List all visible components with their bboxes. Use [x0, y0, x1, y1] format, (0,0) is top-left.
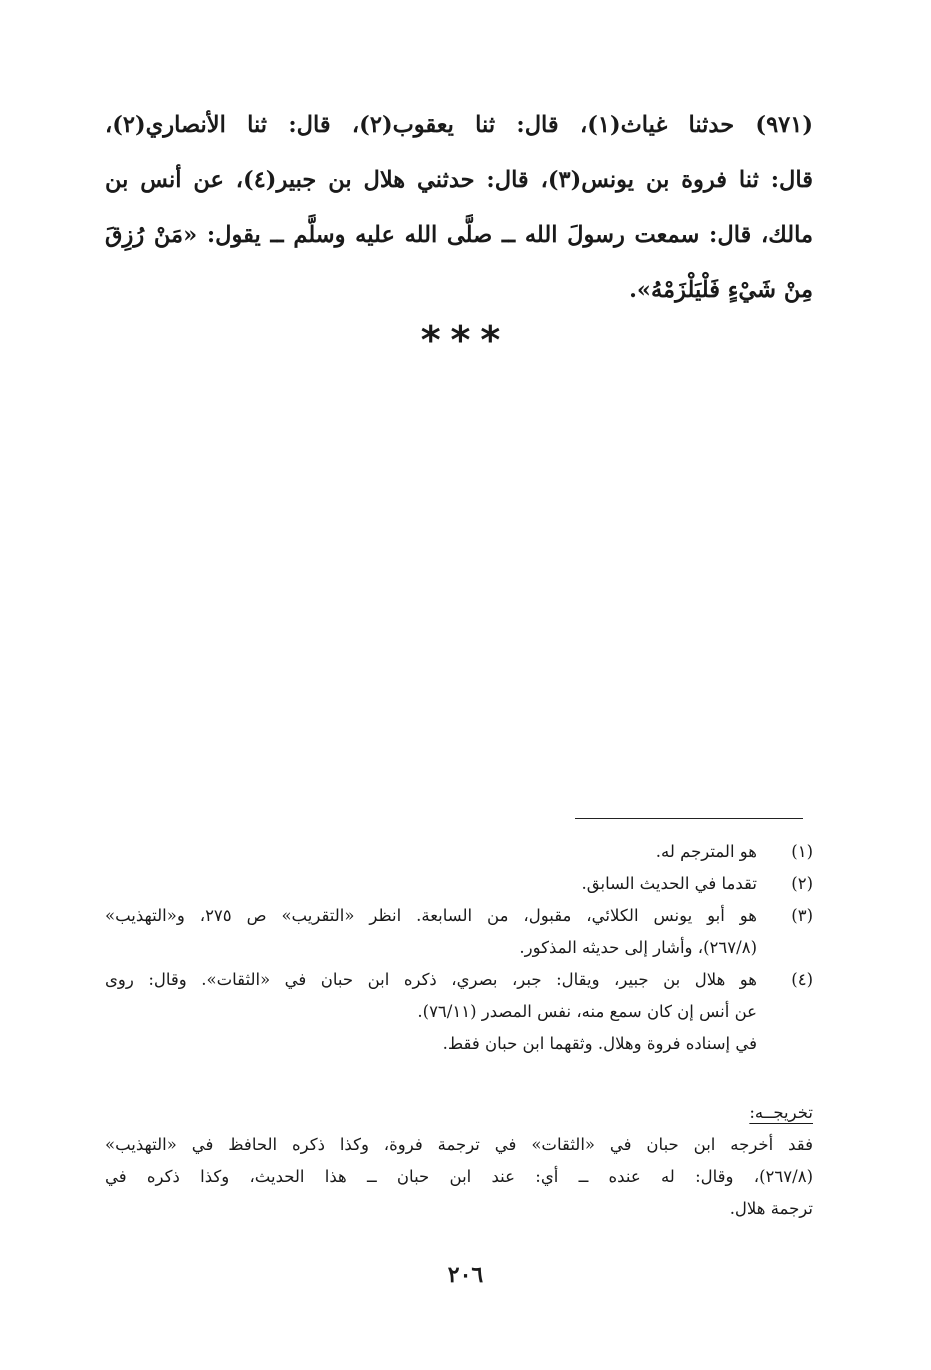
footnote [105, 868, 813, 900]
footnote-line: تقدما في الحديث السابق. [581, 874, 757, 893]
footnote-line: (٢٦٧/٨)، وأشار إلى حديثه المذكور. [519, 938, 757, 957]
page-number: ٢٠٦ [447, 1262, 484, 1288]
footnote-number: (٣) [791, 906, 813, 925]
footnote-line: في إسناده فروة وهلال. وثقهما ابن حبان فقط. [442, 1034, 757, 1053]
footnote-number: (٤) [791, 970, 813, 989]
takhrij-line: ترجمة هلال. [729, 1199, 813, 1218]
footnote-number: (٢) [791, 874, 813, 893]
footnote-line: هو أبو يونس الكلائي، مقبول، من السابعة. انظر «التقريب» ص ٢٧٥، و«التهذيب» [105, 906, 757, 925]
takhrij-heading: تخريجــه: [749, 1103, 813, 1122]
footnotes [105, 836, 813, 1060]
takhrij-line: فقد أخرجه ابن حبان في «الثقات» في ترجمة فروة، وكذا ذكره الحافظ في «التهذيب» [105, 1135, 813, 1154]
hadith-line: مالك، قال: سمعت رسولَ الله ــ صلَّى الله عليه وسلَّم ــ يقول: «مَنْ رُزِقَ [105, 222, 813, 248]
section-separator: *** [420, 318, 511, 362]
takhrij-section [105, 1097, 813, 1225]
takhrij-line: (٢٦٧/٨)، وقال: له عنده ــ أي: عند ابن حبان ــ هذا الحديث، وكذا ذكره في [105, 1167, 813, 1186]
footnote-number: (١) [791, 842, 813, 861]
hadith-text [105, 98, 813, 318]
hadith-line: مِنْ شَيْءٍ فَلْيَلْزَمْهُ». [629, 277, 813, 303]
footnote [105, 964, 813, 1060]
hadith-line: (٩٧١) حدثنا غياث(١)، قال: ثنا يعقوب(٢)، قال: ثنا الأنصاري(٢)، [105, 112, 814, 138]
footnote-line: هو المترجم له. [655, 842, 757, 861]
hadith-line: قال: ثنا فروة بن يونس(٣)، قال: حدثني هلال بن جبير(٤)، عن أنس بن [105, 167, 813, 193]
footnote-line: هو هلال بن جبير، ويقال: جبر، بصري، ذكره ابن حبان في «الثقات». وقال: روى [105, 970, 757, 989]
footnote-line: عن أنس إن كان سمع منه، نفس المصدر (٧٦/١١). [417, 1002, 757, 1021]
footnote [105, 900, 813, 964]
footnote [105, 836, 813, 868]
footnote-rule [575, 818, 803, 819]
